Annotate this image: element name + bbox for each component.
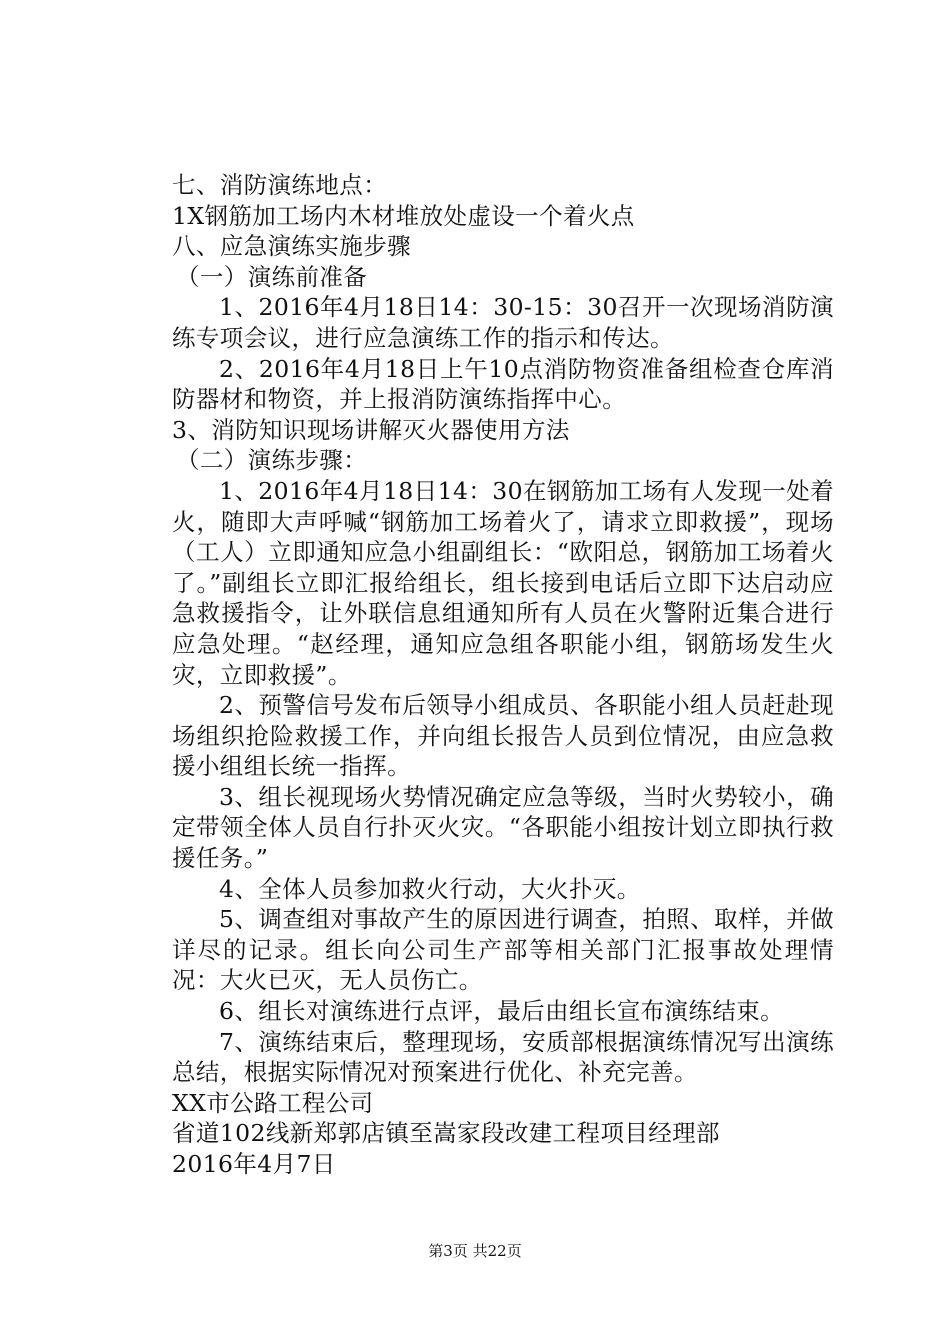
signature-company: XX市公路工程公司 <box>172 1088 374 1117</box>
subsection-heading-steps: （二）演练步骤： <box>176 446 368 475</box>
paragraph: 2、预警信号发布后领导小组成员、各职能小组人员赶赴现场组织抢险救援工作，并向组长报告人员到位情况，由应急救援小组组长统一指挥。 <box>172 691 834 781</box>
paragraph: 1、2016年4月18日14：30在钢筋加工场有人发现一处着火，随即大声呼喊“钢筋加工场着火了，请求立即救援”，现场（工人）立即通知应急小组副组长：“欧阳总，钢筋加工场着火了。”副组长立即汇报给组长，组长接到电话后立即下达启动应急救援指令，让外联信息组通知所有人员在火警附近集合进行应急处理。“赵经理，通知应急组各职能小组，钢筋场发生火灾，立即救援”。 <box>172 476 834 689</box>
section-heading-drill-location: 七、消防演练地点： <box>172 171 388 199</box>
paragraph: 5、调查组对事故产生的原因进行调查，拍照、取样，并做详尽的记录。组长向公司生产部等相关部门汇报事故处理情况：大火已灭，无人员伤亡。 <box>172 905 834 995</box>
paragraph: 3、消防知识现场讲解灭火器使用方法 <box>172 415 570 444</box>
drill-location-text: 1X钢筋加工场内木材堆放处虚设一个着火点 <box>172 201 635 230</box>
document-body <box>172 170 834 1180</box>
paragraph: 1、2016年4月18日14：30-15：30召开一次现场消防演练专项会议，进行应急演练工作的指示和传达。 <box>172 293 834 352</box>
section-heading-drill-steps: 八、应急演练实施步骤 <box>172 232 411 261</box>
paragraph: 6、组长对演练进行点评，最后由组长宣布演练结束。 <box>219 997 785 1026</box>
paragraph: 3、组长视现场火势情况确定应急等级，当时火势较小，确定带领全体人员自行扑灭火灾。“各职能小组按计划立即执行救援任务。” <box>172 782 834 873</box>
page-number-footer: 第3页 共22页 <box>428 1242 522 1260</box>
signature-date: 2016年4月7日 <box>172 1150 336 1178</box>
paragraph: 2、2016年4月18日上午10点消防物资准备组检查仓库消防器材和物资，并上报消防演练指挥中心。 <box>172 354 834 414</box>
paragraph: 4、全体人员参加救火行动，大火扑灭。 <box>219 874 641 903</box>
subsection-heading-preparation: （一）演练前准备 <box>176 262 368 291</box>
signature-department: 省道102线新郑郭店镇至嵩家段改建工程项目经理部 <box>172 1119 720 1148</box>
paragraph: 7、演练结束后，整理现场，安质部根据演练情况写出演练总结，根据实际情况对预案进行优化、补充完善。 <box>172 1027 834 1087</box>
